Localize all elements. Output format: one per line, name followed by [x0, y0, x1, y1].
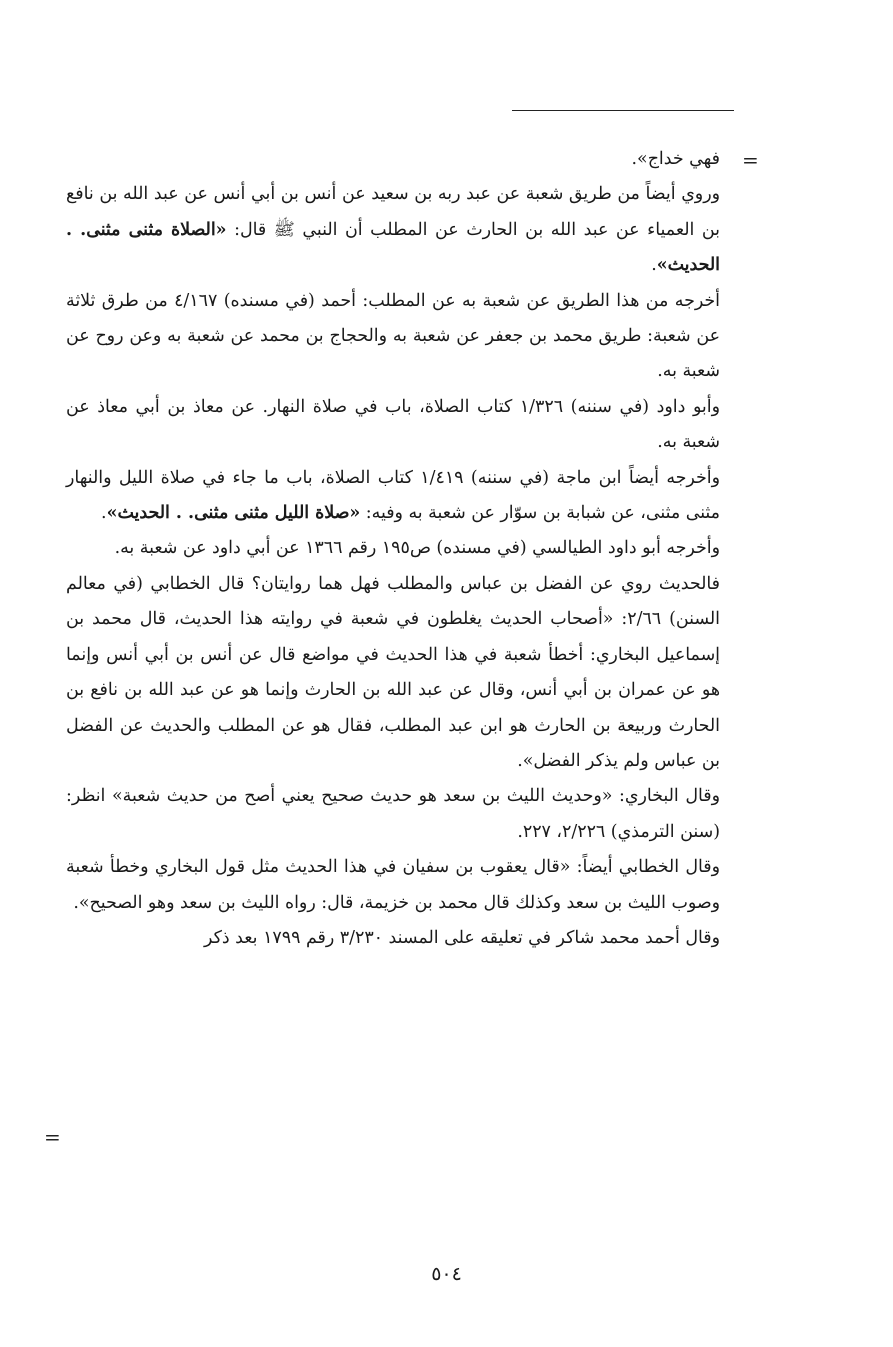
paragraph-9-text: وقال الخطابي أيضاً: «قال يعقوب بن سفيان في هذا الحديث مثل قول البخاري وخطأ شعبة وصوب الليث بن سعد وكذلك قال محمد بن خزيمة، قال: رواه الليث بن سعد وهو الصحيح». [66, 857, 720, 913]
footnote-separator-rule [512, 110, 734, 111]
paragraph-1-text: فهي خداج». [631, 149, 720, 169]
paragraph-5-end: . [101, 503, 107, 524]
paragraph-4 [66, 390, 720, 461]
paragraph-7-text: فالحديث روي عن الفضل بن عباس والمطلب فهل هما روايتان؟ قال الخطابي (في معالم السنن) ٢/٦٦: «أصحاب الحديث يغلطون في شعبة في روايته هذا الحديث، قال محمد بن إسماعيل البخاري: أخطأ شعبة في هذا الحديث في مواضع قال عن أنس بن أبي أنس وإنما هو عن عمران بن أبي أنس، وقال عن عبد الله بن الحارث وإنما هو عن عبد الله بن نافع بن الحارث وربيعة بن الحارث هو ابن عبد المطلب، فقال هو عن المطلب والحديث عن الفضل بن عباس ولم يذكر الفضل». [66, 573, 720, 771]
paragraph-1 [66, 142, 720, 177]
paragraph-5-hadith-quote: «صلاة الليل مثنى مثنى. . الحديث» [106, 503, 361, 524]
paragraph-10-text: وقال أحمد محمد شاكر في تعليقه على المسند ٣/٢٣٠ رقم ١٧٩٩ بعد ذكر [204, 927, 720, 948]
page-number: ٥٠٤ [431, 1263, 462, 1285]
paragraph-2 [66, 177, 720, 283]
paragraph-2-hadith-quote: «الصلاة مثنى مثنى. . الحديث» [66, 219, 720, 276]
paragraph-5-text: وأخرجه أيضاً ابن ماجة (في سننه) ١/٤١٩ كتاب الصلاة، باب ما جاء في صلاة الليل والنهار مثنى مثنى، عن شبابة بن سوّار عن شعبة به وفيه: [66, 467, 720, 524]
footnote-text-block [66, 142, 720, 956]
paragraph-8-text: وقال البخاري: «وحديث الليث بن سعد هو حديث صحيح يعني أصح من حديث شعبة» انظر: (سنن الترمذي) ٢/٢٢٦، ٢٢٧. [66, 786, 720, 842]
paragraph-6 [66, 531, 720, 566]
paragraph-5 [66, 461, 720, 532]
paragraph-2-end: . [651, 255, 657, 276]
paragraph-8 [66, 779, 720, 850]
paragraph-6-text: وأخرجه أبو داود الطيالسي (في مسنده) ص١٩٥ رقم ١٣٦٦ عن أبي داود عن شعبة به. [114, 538, 720, 559]
paragraph-9 [66, 850, 720, 921]
paragraph-10 [66, 921, 720, 956]
continuation-mark-top: = [742, 148, 759, 172]
continuation-mark-bottom: = [44, 1125, 61, 1149]
paragraph-3 [66, 284, 720, 390]
paragraph-4-text: وأبو داود (في سننه) ١/٣٢٦ كتاب الصلاة، باب في صلاة النهار. عن معاذ بن أبي معاذ عن شعبة به. [66, 396, 721, 453]
paragraph-7 [66, 567, 720, 779]
paragraph-2-text: وروي أيضاً من طريق شعبة عن عبد ربه بن سعيد عن أنس بن أبي أنس عن عبد الله بن نافع بن العمياء عن عبد الله بن الحارث عن المطلب أن النبي ﷺ قال: [66, 184, 720, 240]
paragraph-3-text: أخرجه من هذا الطريق عن شعبة به عن المطلب: أحمد (في مسنده) ٤/١٦٧ من طرق ثلاثة عن شعبة: طريق محمد بن جعفر عن شعبة به والحجاج بن محمد عن شعبة به وعن روح عن شعبة به. [66, 290, 721, 382]
